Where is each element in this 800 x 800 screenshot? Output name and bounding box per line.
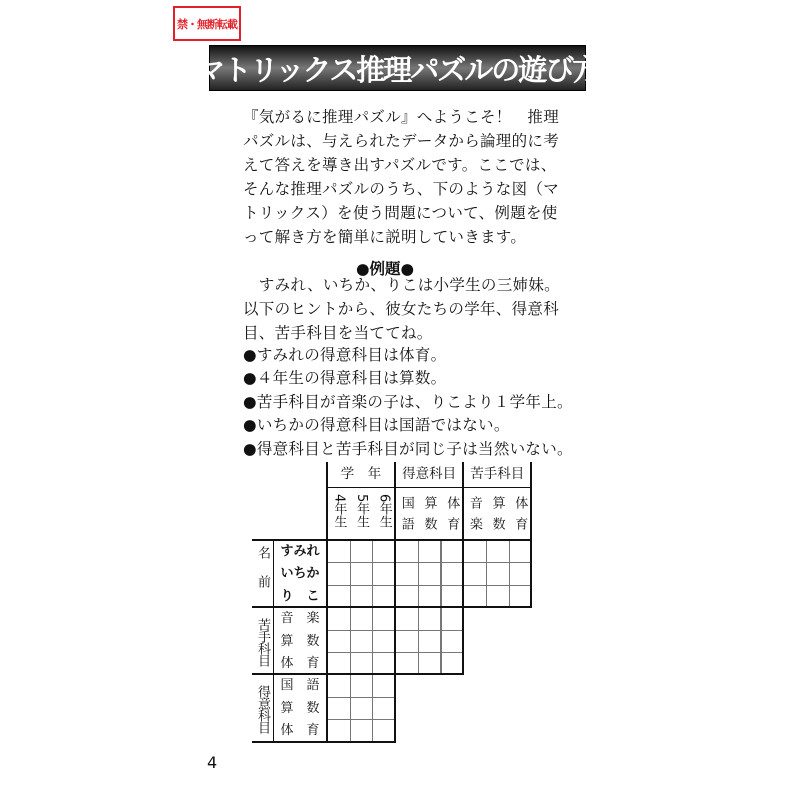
example-line: ●４年生の得意科目は算数。 xyxy=(243,369,447,387)
example-line: ●いちかの得意科目は国語ではない。 xyxy=(243,416,510,434)
matrix-cell[interactable] xyxy=(509,562,533,585)
column-group-label: 学 年 xyxy=(340,466,382,482)
matrix-cell[interactable] xyxy=(372,697,396,720)
column-header: 国語 xyxy=(398,496,414,538)
intro-line: そんな推理パズルのうち、下のような図（マ xyxy=(243,180,560,198)
row-header: り こ xyxy=(280,588,320,604)
matrix-cell[interactable] xyxy=(372,674,396,697)
page-title: マトリックス推理パズルの遊び方 xyxy=(209,45,586,91)
matrix-cell[interactable] xyxy=(418,652,442,675)
row-header: 算 数 xyxy=(280,700,320,716)
row-header: 体 育 xyxy=(280,656,320,671)
matrix-cell[interactable] xyxy=(372,607,396,630)
column-header: 算数 xyxy=(421,496,437,538)
matrix-cell[interactable] xyxy=(509,540,533,563)
grid-line xyxy=(252,673,463,675)
row-group-label: 名前 xyxy=(255,545,270,604)
matrix-cell[interactable] xyxy=(372,585,396,608)
matrix-cell[interactable] xyxy=(350,585,374,608)
intro-line: 『気がるに推理パズル』へようこそ！ 推理 xyxy=(243,108,560,126)
matrix-cell[interactable] xyxy=(350,562,374,585)
matrix-cell[interactable] xyxy=(441,585,465,608)
matrix-cell[interactable] xyxy=(418,607,442,630)
matrix-cell[interactable] xyxy=(327,674,351,697)
matrix-cell[interactable] xyxy=(395,652,419,675)
matrix-cell[interactable] xyxy=(395,585,419,608)
grid-line xyxy=(252,606,531,608)
intro-line: パズルは、与えられたデータから論理的に考 xyxy=(243,132,560,150)
row-header: 算 数 xyxy=(280,633,320,649)
matrix-cell[interactable] xyxy=(350,697,374,720)
matrix-cell[interactable] xyxy=(350,540,374,563)
example-line: 目、苦手科目を当ててね。 xyxy=(243,324,433,342)
matrix-cell[interactable] xyxy=(327,652,351,675)
page-number: 4 xyxy=(207,753,218,772)
matrix-cell[interactable] xyxy=(418,585,442,608)
row-header: すみれ xyxy=(280,544,320,559)
matrix-cell[interactable] xyxy=(463,585,487,608)
matrix-cell[interactable] xyxy=(441,652,465,675)
column-header: 4年生 xyxy=(331,494,347,529)
matrix-cell[interactable] xyxy=(350,674,374,697)
row-group-label: 苦手科目 xyxy=(255,617,270,666)
column-header: 体育 xyxy=(444,496,460,538)
matrix-cell[interactable] xyxy=(418,562,442,585)
matrix-cell[interactable] xyxy=(418,540,442,563)
matrix-cell[interactable] xyxy=(372,719,396,742)
matrix-cell[interactable] xyxy=(486,585,510,608)
matrix-cell[interactable] xyxy=(327,540,351,563)
row-header: 音 楽 xyxy=(280,611,320,627)
matrix-cell[interactable] xyxy=(486,540,510,563)
matrix-cell[interactable] xyxy=(327,562,351,585)
example-line: ●すみれの得意科目は体育。 xyxy=(243,346,447,364)
column-header: 体育 xyxy=(512,496,528,538)
column-group-label: 得意科目 xyxy=(402,466,457,482)
matrix-cell[interactable] xyxy=(463,540,487,563)
matrix-cell[interactable] xyxy=(350,630,374,653)
intro-line: って解き方を簡単に説明していきます。 xyxy=(243,228,527,246)
matrix-cell[interactable] xyxy=(395,607,419,630)
column-group-label: 苦手科目 xyxy=(470,466,525,482)
matrix-cell[interactable] xyxy=(372,562,396,585)
matrix-cell[interactable] xyxy=(463,562,487,585)
example-line: 以下のヒントから、彼女たちの学年、得意科 xyxy=(243,300,560,318)
matrix-cell[interactable] xyxy=(327,630,351,653)
matrix-cell[interactable] xyxy=(327,697,351,720)
matrix-cell[interactable] xyxy=(441,607,465,630)
matrix-cell[interactable] xyxy=(350,607,374,630)
matrix-cell[interactable] xyxy=(395,540,419,563)
row-header: 国 語 xyxy=(280,678,320,694)
column-header: 算数 xyxy=(489,496,505,538)
matrix-cell[interactable] xyxy=(486,562,510,585)
matrix-cell[interactable] xyxy=(418,630,442,653)
matrix-cell[interactable] xyxy=(372,540,396,563)
intro-line: トリックス）を使う問題について、例題を使 xyxy=(243,204,558,222)
column-header: 5年生 xyxy=(354,494,370,529)
column-header: 6年生 xyxy=(376,494,392,529)
example-heading: ●例題● xyxy=(355,260,415,278)
matrix-cell[interactable] xyxy=(327,607,351,630)
row-header: いちか xyxy=(280,566,320,582)
matrix-cell[interactable] xyxy=(441,562,465,585)
row-header: 体 育 xyxy=(280,723,320,739)
matrix-cell[interactable] xyxy=(350,719,374,742)
matrix-cell[interactable] xyxy=(327,719,351,742)
matrix-cell[interactable] xyxy=(509,585,533,608)
matrix-cell[interactable] xyxy=(395,630,419,653)
grid-line xyxy=(327,487,531,488)
matrix-cell[interactable] xyxy=(372,652,396,675)
example-line: ●苦手科目が音楽の子は、りこより１学年上。 xyxy=(243,393,573,411)
matrix-cell[interactable] xyxy=(395,562,419,585)
example-line: ●得意科目と苦手科目が同じ子は当然いない。 xyxy=(243,440,573,458)
example-line: すみれ、いちか、りこは小学生の三姉妹。 xyxy=(243,276,560,294)
matrix-cell[interactable] xyxy=(327,585,351,608)
column-header: 音楽 xyxy=(466,496,482,538)
matrix-cell[interactable] xyxy=(441,540,465,563)
matrix-cell[interactable] xyxy=(441,630,465,653)
matrix-cell[interactable] xyxy=(372,630,396,653)
matrix-cell[interactable] xyxy=(350,652,374,675)
no-reproduction-badge: 禁・無断転載 xyxy=(173,6,241,41)
intro-line: えて答えを導き出すパズルです。ここでは、 xyxy=(243,156,557,174)
row-group-label: 得意科目 xyxy=(255,684,270,733)
